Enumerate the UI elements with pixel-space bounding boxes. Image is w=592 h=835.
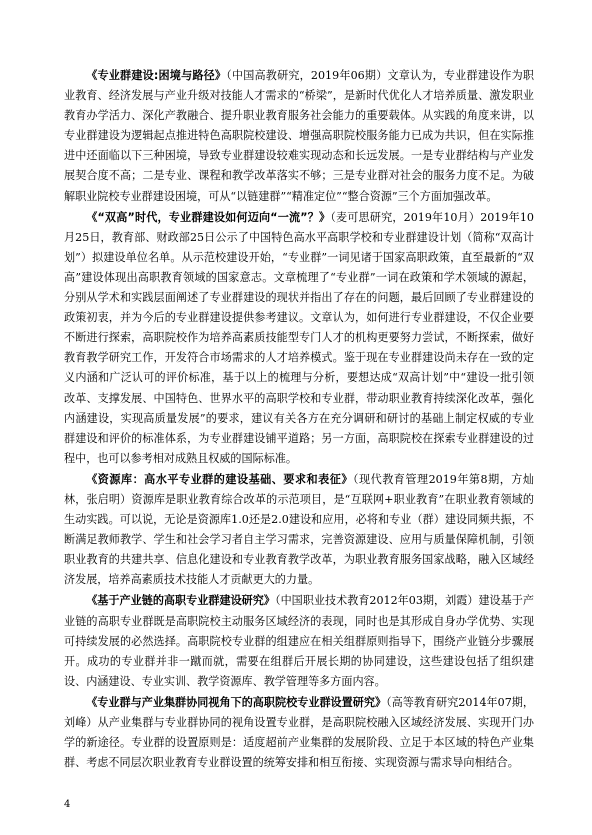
article-body: 资源库是职业教育综合改革的示范项目，是“互联网+职业教育”在职业教育领域的生动实践。可以说，无论是资源库1.0还是2.0建设和应用，必将和专业（群）建设同频共振，不断满足教师教学、学生和社会学习者自主学习需求，完善资源建设、应用与质量保障机制，引领职业教育的共建共享、信息化建设和专业教育教学改革，为职业教育服务国家战略，融入区域经济发展，培养高素质技术技能人才贡献更大的力量。	[64, 492, 534, 587]
page-number: 4	[64, 799, 71, 810]
article-body: 建设基于产业链的高职专业群既是高职院校主动服务区域经济的表现，同时也是其形成自身办学优势、实现可持续发展的必然选择。高职院校专业群的组建应在相关组群原则指导下，围绕产业链分步骤展开。成功的专业群并非一蹴而就，需要在组群后开展长期的协同建设，这些建设包括了组织建设、内涵建设、专业实训、教学资源库、教学管理等多方面内容。	[64, 594, 534, 688]
article-title: 《资源库：高水平专业群的建设基础、要求和表征》	[86, 472, 353, 486]
article-body: 文章认为，专业群建设作为职业教育、经济发展与产业升级对技能人才需求的“桥梁”，是新时代优化人才培养质量、激发职业教育办学活力、深化产教融合、提升职业教育服务社会能力的重要载体。从实践的角度来讲，以专业群建设为逻辑起点推进特色高职院校建设、增强高职院校服务能力已成为共识，但在实际推进中还面临以下三种困境，导致专业群建设较难实现动态和长远发展。一是专业群结构与产业发展契合度不高；二是专业、课程和教学改革落实不够；三是专业群对社会的服务力度不足。为破解职业院校专业群建设困境，可从“以链建群”“精准定位”“整合资源”三个方面加强改革。	[64, 69, 534, 203]
article-body: 从产业集群与专业群协同的视角设置专业群，是高职院校融入区域经济发展、实现开门办学的新途径。专业群的设置原则是：适度超前产业集群的发展阶段、立足于本区域的特色产业集群、考虑不同层次职业教育专业群设置的统筹安排和相互衔接、实现资源与需求导向相结合。	[64, 716, 534, 770]
article-source: （中国职业技术教育2012年03期，刘霞）	[275, 594, 479, 608]
article-source: （中国高教研究，2019年06期）	[226, 69, 388, 82]
summary-paragraph-2	[64, 208, 534, 469]
summary-paragraph-3	[64, 470, 534, 591]
article-source: （现代教育管理2019年第8期，方灿林，张启明）	[64, 472, 534, 506]
article-title: 《专业群建设:困境与路径》	[86, 69, 227, 82]
article-source: （高等教育研究2014年07期，刘峰）	[64, 695, 534, 729]
article-title: 《基于产业链的高职专业群建设研究》	[86, 594, 276, 608]
summary-paragraph-5	[64, 693, 534, 773]
summary-paragraph-1	[64, 66, 534, 207]
article-summaries	[64, 66, 534, 774]
article-title: 《专业群与产业集群协同视角下的高职院校专业群设置研究》	[86, 695, 387, 709]
article-source: （麦可思研究，2019年10月）	[330, 210, 481, 224]
summary-paragraph-4	[64, 591, 534, 691]
article-body: 2019年10月25日，教育部、财政部25日公示了中国特色高水平高职学校和专业群建设计划（简称“双高计划”）拟建设单位名单。从示范校建设开始，“专业群”一词见诸于国家高职政策，直至最新的“双高”建设体现出高职教育领域的国家意志。文章梳理了“专业群”一词在政策和学术领域的源起，分别从学术和实践层面阐述了专业群建设的现状并指出了存在的问题，最后回顾了专业群建设的政策初衷，并为今后的专业群建设提供参考建议。文章认为，如何进行专业群建设，不仅企业要不断进行探索，高职院校作为培养高素质技能型专门人才的机构更要努力尝试，不断探索，做好教育教学研究工作，开发符合市场需求的人才培养模式。鉴于现在专业群建设尚未存在一致的定义内涵和广泛认可的评价标准，基于以上的梳理与分析，要想达成“双高计划”中“建设一批引领改革、支撑发展、中国特色、世界水平的高职学校和专业群，带动职业教育持续深化改革，强化内涵建设，实现高质量发展”的要求，建议有关各方在充分调研和研讨的基础上制定权威的专业群建设和评价的标准体系，为专业群建设铺平道路；另一方面，高职院校在探索专业群建设的过程中，也可以参考相对成熟且权威的国际标准。	[64, 210, 534, 465]
article-title: 《“双高”时代，专业群建设如何迈向“一流”？》	[86, 210, 331, 224]
